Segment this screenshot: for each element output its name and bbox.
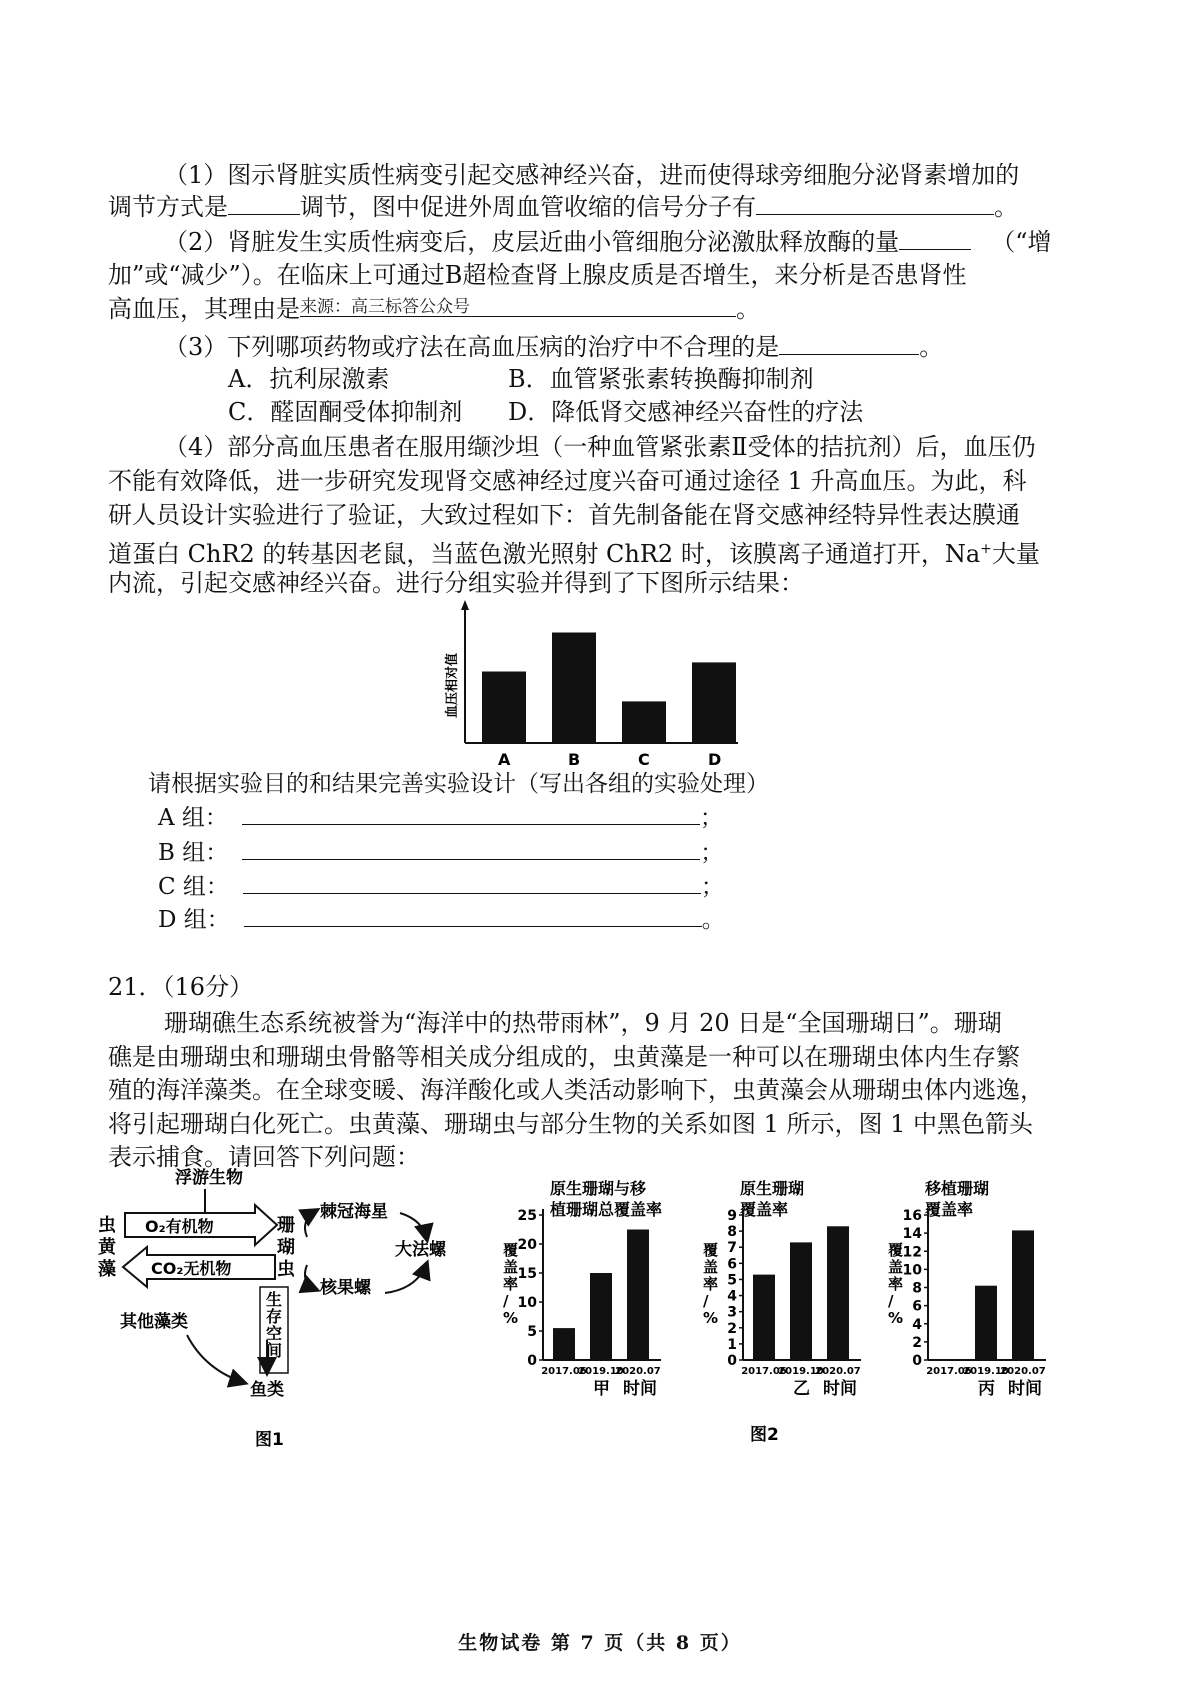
coral-chart-category-label: 2019.10 <box>778 1366 824 1377</box>
coral-bar <box>975 1286 997 1360</box>
option-b[interactable]: B．血管紧张素转换酶抑制剂 <box>508 365 814 393</box>
bp-category-label: C <box>638 750 650 769</box>
inorganic-matter-label: CO₂无机物 <box>151 1259 232 1278</box>
coral-chart-panel-label: 乙 <box>793 1379 810 1399</box>
algae-to-fish-arrow <box>187 1335 245 1383</box>
coral-chart-tick-label: 6 <box>727 1256 737 1273</box>
q21-line4: 将引起珊瑚白化死亡。虫黄藻、珊瑚虫与部分生物的关系如图 1 所示，图 1 中黑色箭头 <box>108 1110 1034 1138</box>
q20-p2-line3: 高血压，其理由是 来源：高三标答公众号 。 <box>108 292 1148 326</box>
q20-p1-line1: （1）图示肾脏实质性病变引起交感神经兴奋，进而使得球旁细胞分泌肾素增加的 <box>164 161 1020 189</box>
coral-chart-tick-label: 25 <box>517 1208 537 1224</box>
coral-chart-xlabel: 时间 <box>623 1379 657 1399</box>
coral-chart-tick-label: 2 <box>912 1334 922 1351</box>
bp-chart-y-arrow <box>461 600 469 610</box>
coral-bar <box>553 1328 575 1360</box>
coral-chart-ylabel: 覆盖率/ % <box>703 1241 719 1327</box>
bp-bar-B <box>552 633 596 744</box>
bp-bar-A <box>482 672 526 744</box>
coral-chart-category-label: 2020.07 <box>615 1366 661 1377</box>
plankton-label: 浮游生物 <box>175 1168 243 1188</box>
coral-chart-tick-label: 4 <box>912 1316 922 1333</box>
coral-chart-tick-label: 9 <box>727 1208 737 1224</box>
organic-matter-label: O₂有机物 <box>145 1217 214 1236</box>
q20-p3-line1: （3）下列哪项药物或疗法在高血压病的治疗中不合理的是 。 <box>108 330 1148 364</box>
triton-label: 大法螺 <box>395 1240 446 1260</box>
coral-chart-title: 原生珊瑚与移植珊瑚总覆盖率 <box>550 1179 663 1219</box>
source-watermark: 来源：高三标答公众号 <box>300 297 470 317</box>
coral-chart-tick-label: 16 <box>902 1208 922 1224</box>
q20-p2-line1: （2）肾脏发生实质性病变后，皮层近曲小管细胞分泌激肽释放酶的量 （“增 <box>108 225 1148 259</box>
page-footer: 生物试卷 第 7 页（共 8 页） <box>458 1632 742 1654</box>
coral-chart-乙 <box>703 1179 861 1399</box>
coral-chart-tick-label: 10 <box>517 1295 537 1311</box>
coral-chart-xlabel: 时间 <box>823 1379 857 1399</box>
coral-label <box>276 1215 296 1280</box>
coral-chart-category-label: 2020.07 <box>1000 1366 1046 1377</box>
coral-chart-tick-label: 5 <box>727 1272 737 1289</box>
coral-chart-category-label: 2017.06 <box>541 1366 587 1377</box>
coral-chart-tick-label: 3 <box>727 1304 737 1321</box>
figure-2-charts <box>485 1170 1085 1460</box>
coral-chart-category-label: 2019.10 <box>963 1366 1009 1377</box>
answer-blank-kallikrein[interactable] <box>899 225 971 250</box>
q21-line3: 殖的海洋藻类。在全球变暖、海洋酸化或人类活动影响下，虫黄藻会从珊瑚虫体内逃逸， <box>108 1076 1044 1104</box>
coral-chart-title: 移植珊瑚覆盖率 <box>925 1179 990 1219</box>
bp-category-label: D <box>708 750 722 769</box>
coral-chart-category-label: 2017.06 <box>741 1366 787 1377</box>
coral-chart-tick-label: 8 <box>727 1224 737 1241</box>
coral-chart-tick-label: 5 <box>527 1324 537 1340</box>
coral-to-drupella-arrow <box>305 1265 317 1290</box>
blood-pressure-chart <box>430 600 770 770</box>
group-c-row: C 组： ； <box>158 870 724 904</box>
answer-blank-unreasonable-therapy[interactable] <box>779 330 919 355</box>
coral-chart-tick-label: 8 <box>912 1280 922 1297</box>
other-algae-label: 其他藻类 <box>120 1312 188 1332</box>
q21-line1: 珊瑚礁生态系统被誉为“海洋中的热带雨林”，9 月 20 日是“全国珊瑚日”。珊瑚 <box>164 1009 1002 1037</box>
coral-chart-category-label: 2017.06 <box>926 1366 972 1377</box>
coral-chart-tick-label: 20 <box>517 1237 537 1253</box>
group-a-row: A 组： ； <box>158 801 723 835</box>
svg-text:珊瑚虫: 珊瑚虫 <box>277 1215 295 1280</box>
drupella-label: 核果螺 <box>320 1278 371 1298</box>
q20-p1-line2: 调节方式是 调节，图中促进外周血管收缩的信号分子有 。 <box>108 190 1148 224</box>
q20-instruction: 请根据实验目的和结果完善实验设计（写出各组的实验处理） <box>148 771 769 797</box>
q20-p2-line2: 加”或“减少”）。在临床上可通过B超检查肾上腺皮质是否增生，来分析是否患肾性 <box>108 261 967 289</box>
coral-bar <box>790 1242 812 1360</box>
coral-bar <box>627 1230 649 1361</box>
answer-blank-regulation[interactable] <box>228 190 300 215</box>
q20-p4-line2: 不能有效降低，进一步研究发现肾交感神经过度兴奋可通过途径 1 升高血压。为此，科 <box>108 467 1027 495</box>
group-d-row: D 组： 。 <box>158 903 725 937</box>
coral-chart-ylabel: 覆盖率/ % <box>888 1241 904 1327</box>
coral-chart-panel-label: 甲 <box>593 1379 610 1399</box>
coral-chart-category-label: 2020.07 <box>815 1366 861 1377</box>
option-c[interactable]: C．醛固酮受体抑制剂 <box>228 398 463 426</box>
q20-p4-line5: 内流，引起交感神经兴奋。进行分组实验并得到了下图所示结果： <box>108 569 804 597</box>
coral-chart-丙 <box>888 1179 1046 1399</box>
coral-chart-tick-label: 14 <box>902 1226 922 1243</box>
coral-chart-category-label: 2019.10 <box>578 1366 624 1377</box>
coral-chart-tick-label: 7 <box>727 1240 737 1257</box>
coral-chart-panel-label: 丙 <box>978 1379 995 1399</box>
figure-2-caption: 图2 <box>750 1425 779 1445</box>
group-b-row: B 组： ； <box>158 836 723 870</box>
group-c-blank[interactable] <box>243 871 701 894</box>
coral-to-starfish-arrow <box>305 1210 317 1237</box>
fish-label: 鱼类 <box>250 1380 284 1400</box>
answer-blank-signal-molecules[interactable] <box>756 190 994 215</box>
coral-bar <box>753 1275 775 1360</box>
coral-chart-tick-label: 15 <box>517 1266 537 1282</box>
q20-p4-line1: （4）部分高血压患者在服用缬沙坦（一种血管紧张素Ⅱ受体的拮抗剂）后，血压仍 <box>164 433 1036 461</box>
option-d[interactable]: D．降低肾交感神经兴奋性的疗法 <box>508 398 864 426</box>
coral-chart-tick-label: 4 <box>727 1288 737 1305</box>
coral-chart-tick-label: 6 <box>912 1298 922 1315</box>
coral-bar <box>827 1226 849 1360</box>
starfish-to-triton-arrow <box>400 1213 427 1240</box>
coral-bar <box>1012 1230 1034 1360</box>
q21-line5: 表示捕食。请回答下列问题： <box>108 1143 420 1171</box>
coral-bar <box>590 1273 612 1360</box>
coral-chart-ylabel: 覆盖率/ % <box>503 1241 519 1327</box>
coral-chart-tick-label: 0 <box>527 1353 537 1369</box>
figure-1-caption: 图1 <box>255 1430 284 1450</box>
coral-chart-tick-label: 10 <box>902 1262 922 1279</box>
q20-p4-line4: 道蛋白 ChR2 的转基因老鼠，当蓝色激光照射 ChR2 时，该膜离子通道打开，Na+大量 <box>108 540 1040 568</box>
coral-chart-tick-label: 0 <box>727 1353 737 1369</box>
coral-chart-tick-label: 1 <box>727 1336 737 1353</box>
coral-chart-xlabel: 时间 <box>1008 1379 1042 1399</box>
coral-chart-title: 原生珊瑚覆盖率 <box>740 1179 805 1219</box>
q21-header: 21．（16分） <box>108 973 254 1001</box>
bp-category-label: A <box>498 750 511 769</box>
coral-chart-tick-label: 2 <box>727 1320 737 1337</box>
group-a-blank[interactable] <box>242 802 700 825</box>
drupella-to-triton-arrow <box>385 1263 427 1293</box>
coral-chart-tick-label: 0 <box>912 1353 922 1369</box>
coral-chart-tick-label: 12 <box>902 1244 922 1261</box>
group-d-blank[interactable] <box>244 904 702 927</box>
bp-bar-C <box>622 701 666 743</box>
svg-text:虫黄藻: 虫黄藻 <box>98 1215 116 1280</box>
q21-line2: 礁是由珊瑚虫和珊瑚虫骨骼等相关成分组成的，虫黄藻是一种可以在珊瑚虫体内生存繁 <box>108 1043 1020 1071</box>
answer-blank-reason[interactable] <box>300 292 736 317</box>
coral-chart-甲 <box>503 1179 662 1399</box>
bp-bar-D <box>692 662 736 743</box>
bp-chart-ylabel: 血压相对值 <box>445 652 460 718</box>
option-a[interactable]: A．抗利尿激素 <box>228 365 390 393</box>
figure-1-diagram <box>95 1165 495 1455</box>
zooxanthellae-label <box>98 1214 117 1280</box>
living-space-label <box>266 1290 282 1360</box>
svg-text:生存空间: 生存空间 <box>266 1290 283 1360</box>
q20-p4-line3: 研人员设计实验进行了验证，大致过程如下：首先制备能在肾交感神经特异性表达膜通 <box>108 501 1020 529</box>
bp-category-label: B <box>568 750 581 769</box>
group-b-blank[interactable] <box>242 837 700 860</box>
starfish-label: 棘冠海星 <box>320 1202 388 1222</box>
